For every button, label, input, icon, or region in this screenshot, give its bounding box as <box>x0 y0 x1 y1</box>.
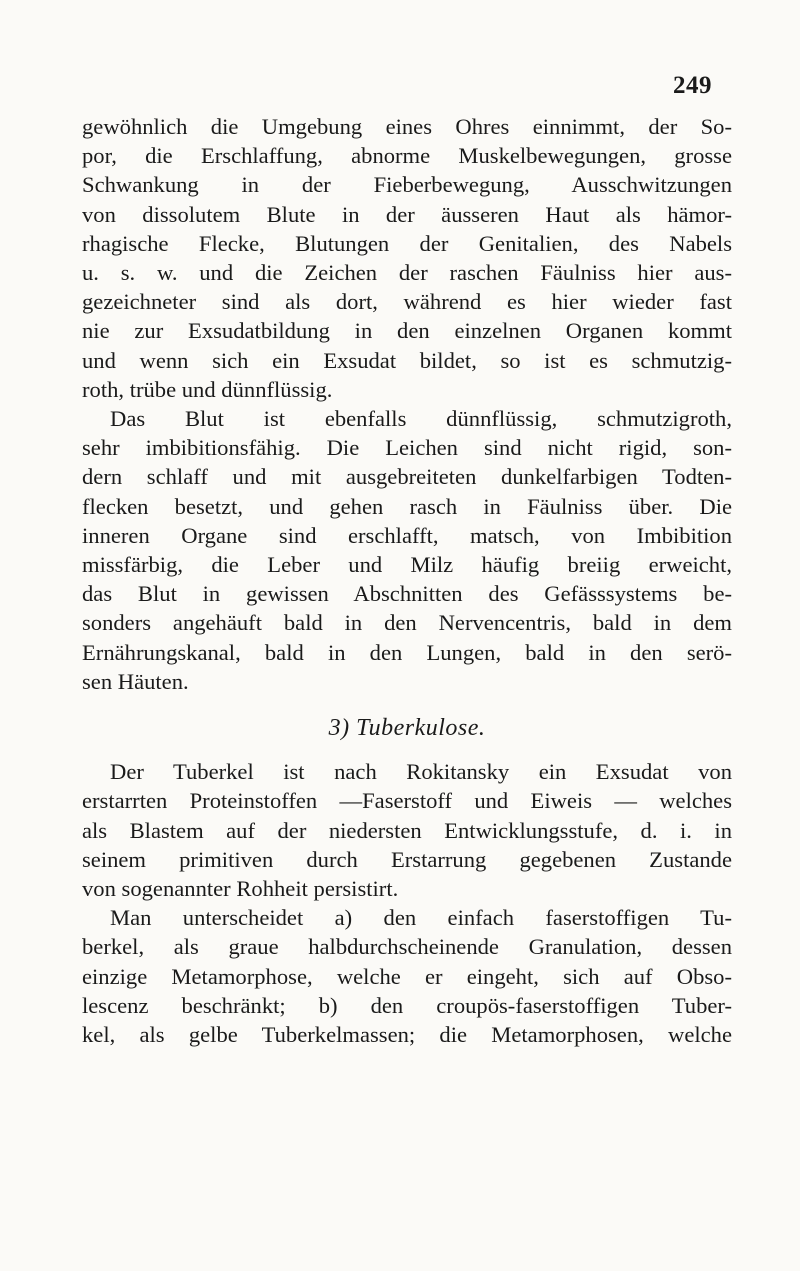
text-line: von dissolutem Blute in der äusseren Haut als hämor- <box>82 201 732 227</box>
text-line: dern schlaff und mit ausgebreiteten dunkelfarbigen Todten- <box>82 464 732 490</box>
text-line: Schwankung in der Fieberbewegung, Ausschwitzungen <box>82 172 732 198</box>
text-line: flecken besetzt, und gehen rasch in Fäulniss über. Die <box>82 493 732 519</box>
text-line: roth, trübe und dünnflüssig. <box>82 376 333 402</box>
page-number: 249 <box>673 72 712 99</box>
text-line: berkel, als graue halbdurchscheinende Granulation, dessen <box>82 934 732 960</box>
text-line: von sogenannter Rohheit persistirt. <box>82 876 399 902</box>
text-line: u. s. w. und die Zeichen der raschen Fäulniss hier aus- <box>82 260 732 286</box>
text-line: Man unterscheidet a) den einfach faserstoffigen Tu- <box>110 905 732 931</box>
paragraph-2 <box>82 404 732 696</box>
text-line: kel, als gelbe Tuberkelmassen; die Metamorphosen, welche <box>82 1022 732 1048</box>
text-line: gewöhnlich die Umgebung eines Ohres einnimmt, der So- <box>82 114 732 139</box>
paragraph-3 <box>82 757 732 903</box>
text-line: nie zur Exsudatbildung in den einzelnen Organen kommt <box>82 318 732 344</box>
text-line: por, die Erschlaffung, abnorme Muskelbewegungen, grosse <box>82 143 732 169</box>
text-line: sonders angehäuft bald in den Nervencentris, bald in dem <box>82 610 732 636</box>
text-line: als Blastem auf der niedersten Entwicklungsstufe, d. i. in <box>82 817 732 843</box>
text-line: sehr imbibitionsfähig. Die Leichen sind nicht rigid, son- <box>82 435 732 461</box>
text-line: Der Tuberkel ist nach Rokitansky ein Exsudat von <box>110 759 732 785</box>
body-text <box>82 112 732 1049</box>
text-line: inneren Organe sind erschlafft, matsch, von Imbibition <box>82 522 732 548</box>
text-line: Ernährungskanal, bald in den Lungen, bald in den serö- <box>82 639 732 665</box>
paragraph-4 <box>82 903 732 1049</box>
text-line: seinem primitiven durch Erstarrung gegebenen Zustande <box>82 846 732 872</box>
text-line: lescenz beschränkt; b) den croupös-faserstoffigen Tuber- <box>82 992 732 1018</box>
paragraph-1 <box>82 112 732 404</box>
text-line: Das Blut ist ebenfalls dünnflüssig, schmutzigroth, <box>110 406 732 432</box>
section-heading: 3) Tuberkulose. <box>328 715 486 742</box>
text-line: rhagische Flecke, Blutungen der Genitalien, des Nabels <box>82 230 732 256</box>
text-line: missfärbig, die Leber und Milz häufig breiig erweicht, <box>82 552 732 578</box>
text-line: einzige Metamorphose, welche er eingeht, sich auf Obso- <box>82 963 732 989</box>
text-line: sen Häuten. <box>82 668 189 694</box>
text-line: erstarrten Proteinstoffen —Faserstoff und Eiweis — welches <box>82 788 732 814</box>
text-line: und wenn sich ein Exsudat bildet, so ist es schmutzig- <box>82 347 732 373</box>
text-line: das Blut in gewissen Abschnitten des Gefässsystems be- <box>82 581 732 607</box>
text-line: gezeichneter sind als dort, während es hier wieder fast <box>82 289 732 315</box>
